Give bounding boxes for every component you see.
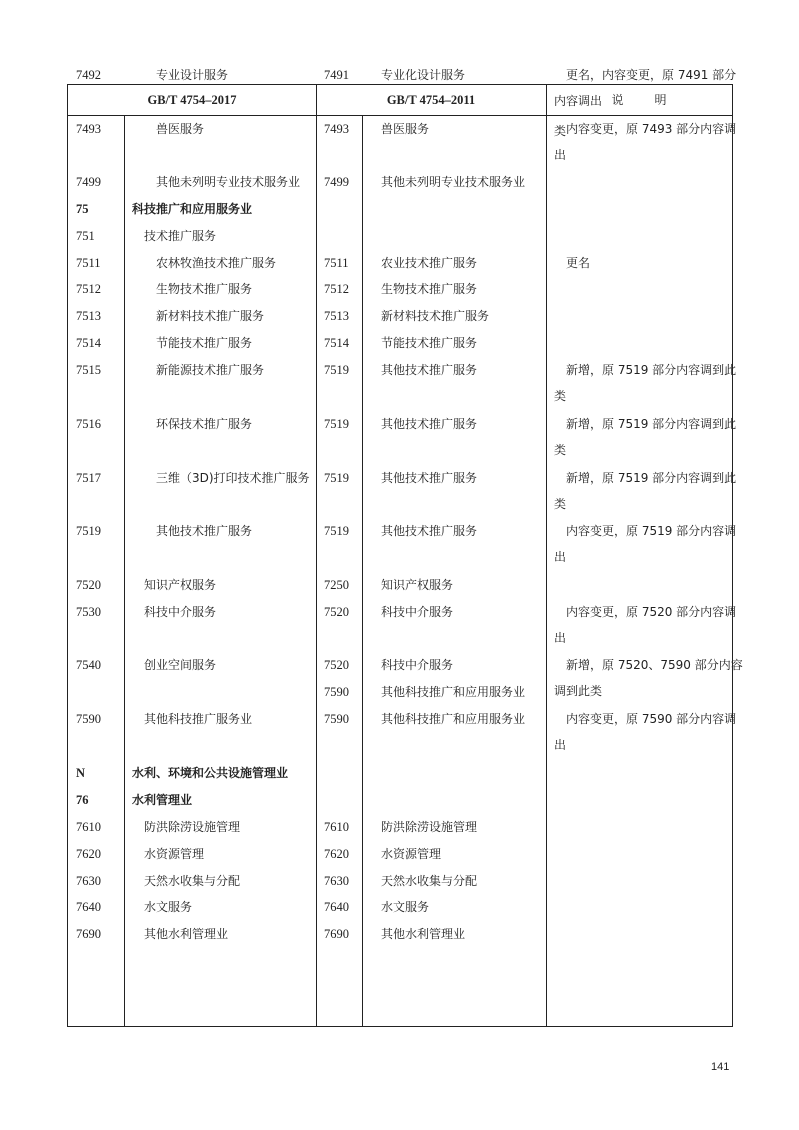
note-cell <box>554 652 743 704</box>
name-2017: 三维（3D)打印技术推广服务 <box>156 471 310 485</box>
code-2017: 7493 <box>76 122 101 136</box>
code-2017: 75 <box>76 202 89 216</box>
note-line-1: 更名，内容变更，原 7491 部分 <box>566 68 737 82</box>
name-2011: 新材料技术推广服务 <box>381 309 490 323</box>
name-2017: 生物技术推广服务 <box>156 282 253 296</box>
name-2017: 其他水利管理业 <box>144 927 229 941</box>
note-line-2: 调到此类 <box>554 684 603 698</box>
note-line-1: 更名 <box>566 256 591 270</box>
code-2011: 7513 <box>324 309 349 323</box>
name-2011: 其他技术推广服务 <box>381 471 478 485</box>
code-2017: 7492 <box>76 68 101 82</box>
name-2011: 其他水利管理业 <box>381 927 466 941</box>
note-line-1: 内容变更，原 7520 部分内容调 <box>566 605 737 619</box>
code-2017: 7640 <box>76 900 101 914</box>
name-2011: 科技中介服务 <box>381 658 454 672</box>
name-2017: 科技推广和应用服务业 <box>132 202 253 216</box>
name-2011: 兽医服务 <box>381 122 430 136</box>
note-line-1: 新增，原 7519 部分内容调到此 <box>566 471 737 485</box>
code-2017: 7620 <box>76 847 101 861</box>
note-line-1: 新增，原 7519 部分内容调到此 <box>566 417 737 431</box>
note-cell <box>554 518 737 570</box>
code-2011: 7519 <box>324 524 349 538</box>
header-note: 说 明 <box>611 93 681 107</box>
code-2017: 7520 <box>76 578 101 592</box>
name-2017: 专业设计服务 <box>156 68 229 82</box>
name-2011: 其他技术推广服务 <box>381 363 478 377</box>
code-2017: 7590 <box>76 712 101 726</box>
code-2017: 7690 <box>76 927 101 941</box>
name-2011: 其他技术推广服务 <box>381 417 478 431</box>
code-2011: 7250 <box>324 578 349 592</box>
name-2011: 其他技术推广服务 <box>381 524 478 538</box>
name-2017: 新材料技术推广服务 <box>156 309 265 323</box>
code-2011: 7491 <box>324 68 349 82</box>
code-2017: 7519 <box>76 524 101 538</box>
name-2011: 科技中介服务 <box>381 605 454 619</box>
name-2011: 生物技术推广服务 <box>381 282 478 296</box>
name-2017: 新能源技术推广服务 <box>156 363 265 377</box>
note-line-1: 新增，原 7519 部分内容调到此 <box>566 363 737 377</box>
code-2011: 7519 <box>324 471 349 485</box>
column-divider-2011-note <box>546 85 547 1026</box>
code-2017: 7515 <box>76 363 101 377</box>
name-2011: 知识产权服务 <box>381 578 454 592</box>
code-2011: 7519 <box>324 417 349 431</box>
name-2017: 节能技术推广服务 <box>156 336 253 350</box>
code-2017: 7499 <box>76 175 101 189</box>
column-divider-code-2017 <box>124 115 125 1026</box>
name-2017: 水利管理业 <box>132 793 193 807</box>
name-2011: 防洪除涝设施管理 <box>381 820 478 834</box>
code-2017: N <box>76 766 86 780</box>
name-2017: 创业空间服务 <box>144 658 217 672</box>
name-2017: 科技中介服务 <box>144 605 217 619</box>
name-2017: 其他未列明专业技术服务业 <box>156 175 301 189</box>
name-2011: 其他未列明专业技术服务业 <box>381 175 526 189</box>
carry-over-note: 类 <box>554 124 567 138</box>
name-2011: 专业化设计服务 <box>381 68 466 82</box>
note-cell <box>554 357 737 409</box>
name-2017: 环保技术推广服务 <box>156 417 253 431</box>
code-2011: 7520 <box>324 605 349 619</box>
name-2011: 农业技术推广服务 <box>381 256 478 270</box>
header-gbt-2011: GB/T 4754–2011 <box>386 93 476 107</box>
note-cell <box>554 62 737 114</box>
note-line-1: 内容变更，原 7493 部分内容调 <box>566 122 737 136</box>
name-2011: 天然水收集与分配 <box>381 874 478 888</box>
name-2011: 水资源管理 <box>381 847 442 861</box>
code-2011: 7499 <box>324 175 349 189</box>
name-2017: 其他科技推广服务业 <box>144 712 253 726</box>
note-line-2: 类 <box>554 443 567 457</box>
name-2011: 其他科技推广和应用服务业 <box>381 685 526 699</box>
name-2017: 技术推广服务 <box>144 229 217 243</box>
name-2017: 水文服务 <box>144 900 193 914</box>
code-2017: 7630 <box>76 874 101 888</box>
code-2017: 7516 <box>76 417 101 431</box>
code-2017: 7610 <box>76 820 101 834</box>
code-2011: 7630 <box>324 874 349 888</box>
code-2017: 7540 <box>76 658 101 672</box>
code-2011: 7620 <box>324 847 349 861</box>
note-cell <box>554 411 737 463</box>
note-line-1: 内容变更，原 7590 部分内容调 <box>566 712 737 726</box>
column-divider-code-2011 <box>362 115 363 1026</box>
code-2017: 751 <box>76 229 95 243</box>
code-2011: 7520 <box>324 658 349 672</box>
code-2011: 7512 <box>324 282 349 296</box>
name-2011: 节能技术推广服务 <box>381 336 478 350</box>
code-2017: 7514 <box>76 336 101 350</box>
name-2017: 知识产权服务 <box>144 578 217 592</box>
name-2017: 天然水收集与分配 <box>144 874 241 888</box>
name-2017: 水资源管理 <box>144 847 205 861</box>
note-line-2: 出 <box>554 550 567 564</box>
note-line-2: 类 <box>554 389 567 403</box>
code-2011: 7640 <box>324 900 349 914</box>
page-number: 141 <box>711 1061 730 1073</box>
code-2011: 7690 <box>324 927 349 941</box>
code-2011: 7590 <box>324 712 349 726</box>
note-cell <box>554 250 732 276</box>
code-2011: 7514 <box>324 336 349 350</box>
code-2017: 7512 <box>76 282 101 296</box>
note-cell <box>554 706 737 758</box>
name-2017: 农林牧渔技术推广服务 <box>156 256 277 270</box>
code-2011: 7493 <box>324 122 349 136</box>
classification-table <box>67 68 743 1027</box>
note-line-1: 新增，原 7520、7590 部分内容 <box>566 658 743 672</box>
name-2017: 水利、环境和公共设施管理业 <box>132 766 289 780</box>
code-2017: 76 <box>76 793 89 807</box>
note-line-2: 出 <box>554 148 567 162</box>
note-line-1: 内容变更，原 7519 部分内容调 <box>566 524 737 538</box>
header-gbt-2017: GB/T 4754–2017 <box>147 93 237 107</box>
note-cell <box>554 599 737 651</box>
code-2011: 7511 <box>324 256 349 270</box>
column-divider-2017-2011 <box>316 85 317 1026</box>
code-2011: 7590 <box>324 685 349 699</box>
code-2011: 7519 <box>324 363 349 377</box>
code-2017: 7530 <box>76 605 101 619</box>
name-2017: 防洪除涝设施管理 <box>144 820 241 834</box>
note-cell <box>554 116 737 168</box>
code-2017: 7517 <box>76 471 101 485</box>
note-line-2: 内容调出 <box>554 94 603 108</box>
code-2017: 7511 <box>76 256 101 270</box>
note-line-2: 出 <box>554 738 567 752</box>
code-2017: 7513 <box>76 309 101 323</box>
note-cell <box>554 465 737 517</box>
name-2011: 其他科技推广和应用服务业 <box>381 712 526 726</box>
name-2011: 水文服务 <box>381 900 430 914</box>
note-line-2: 出 <box>554 631 567 645</box>
name-2017: 其他技术推广服务 <box>156 524 253 538</box>
name-2017: 兽医服务 <box>156 122 205 136</box>
note-line-2: 类 <box>554 497 567 511</box>
code-2011: 7610 <box>324 820 349 834</box>
